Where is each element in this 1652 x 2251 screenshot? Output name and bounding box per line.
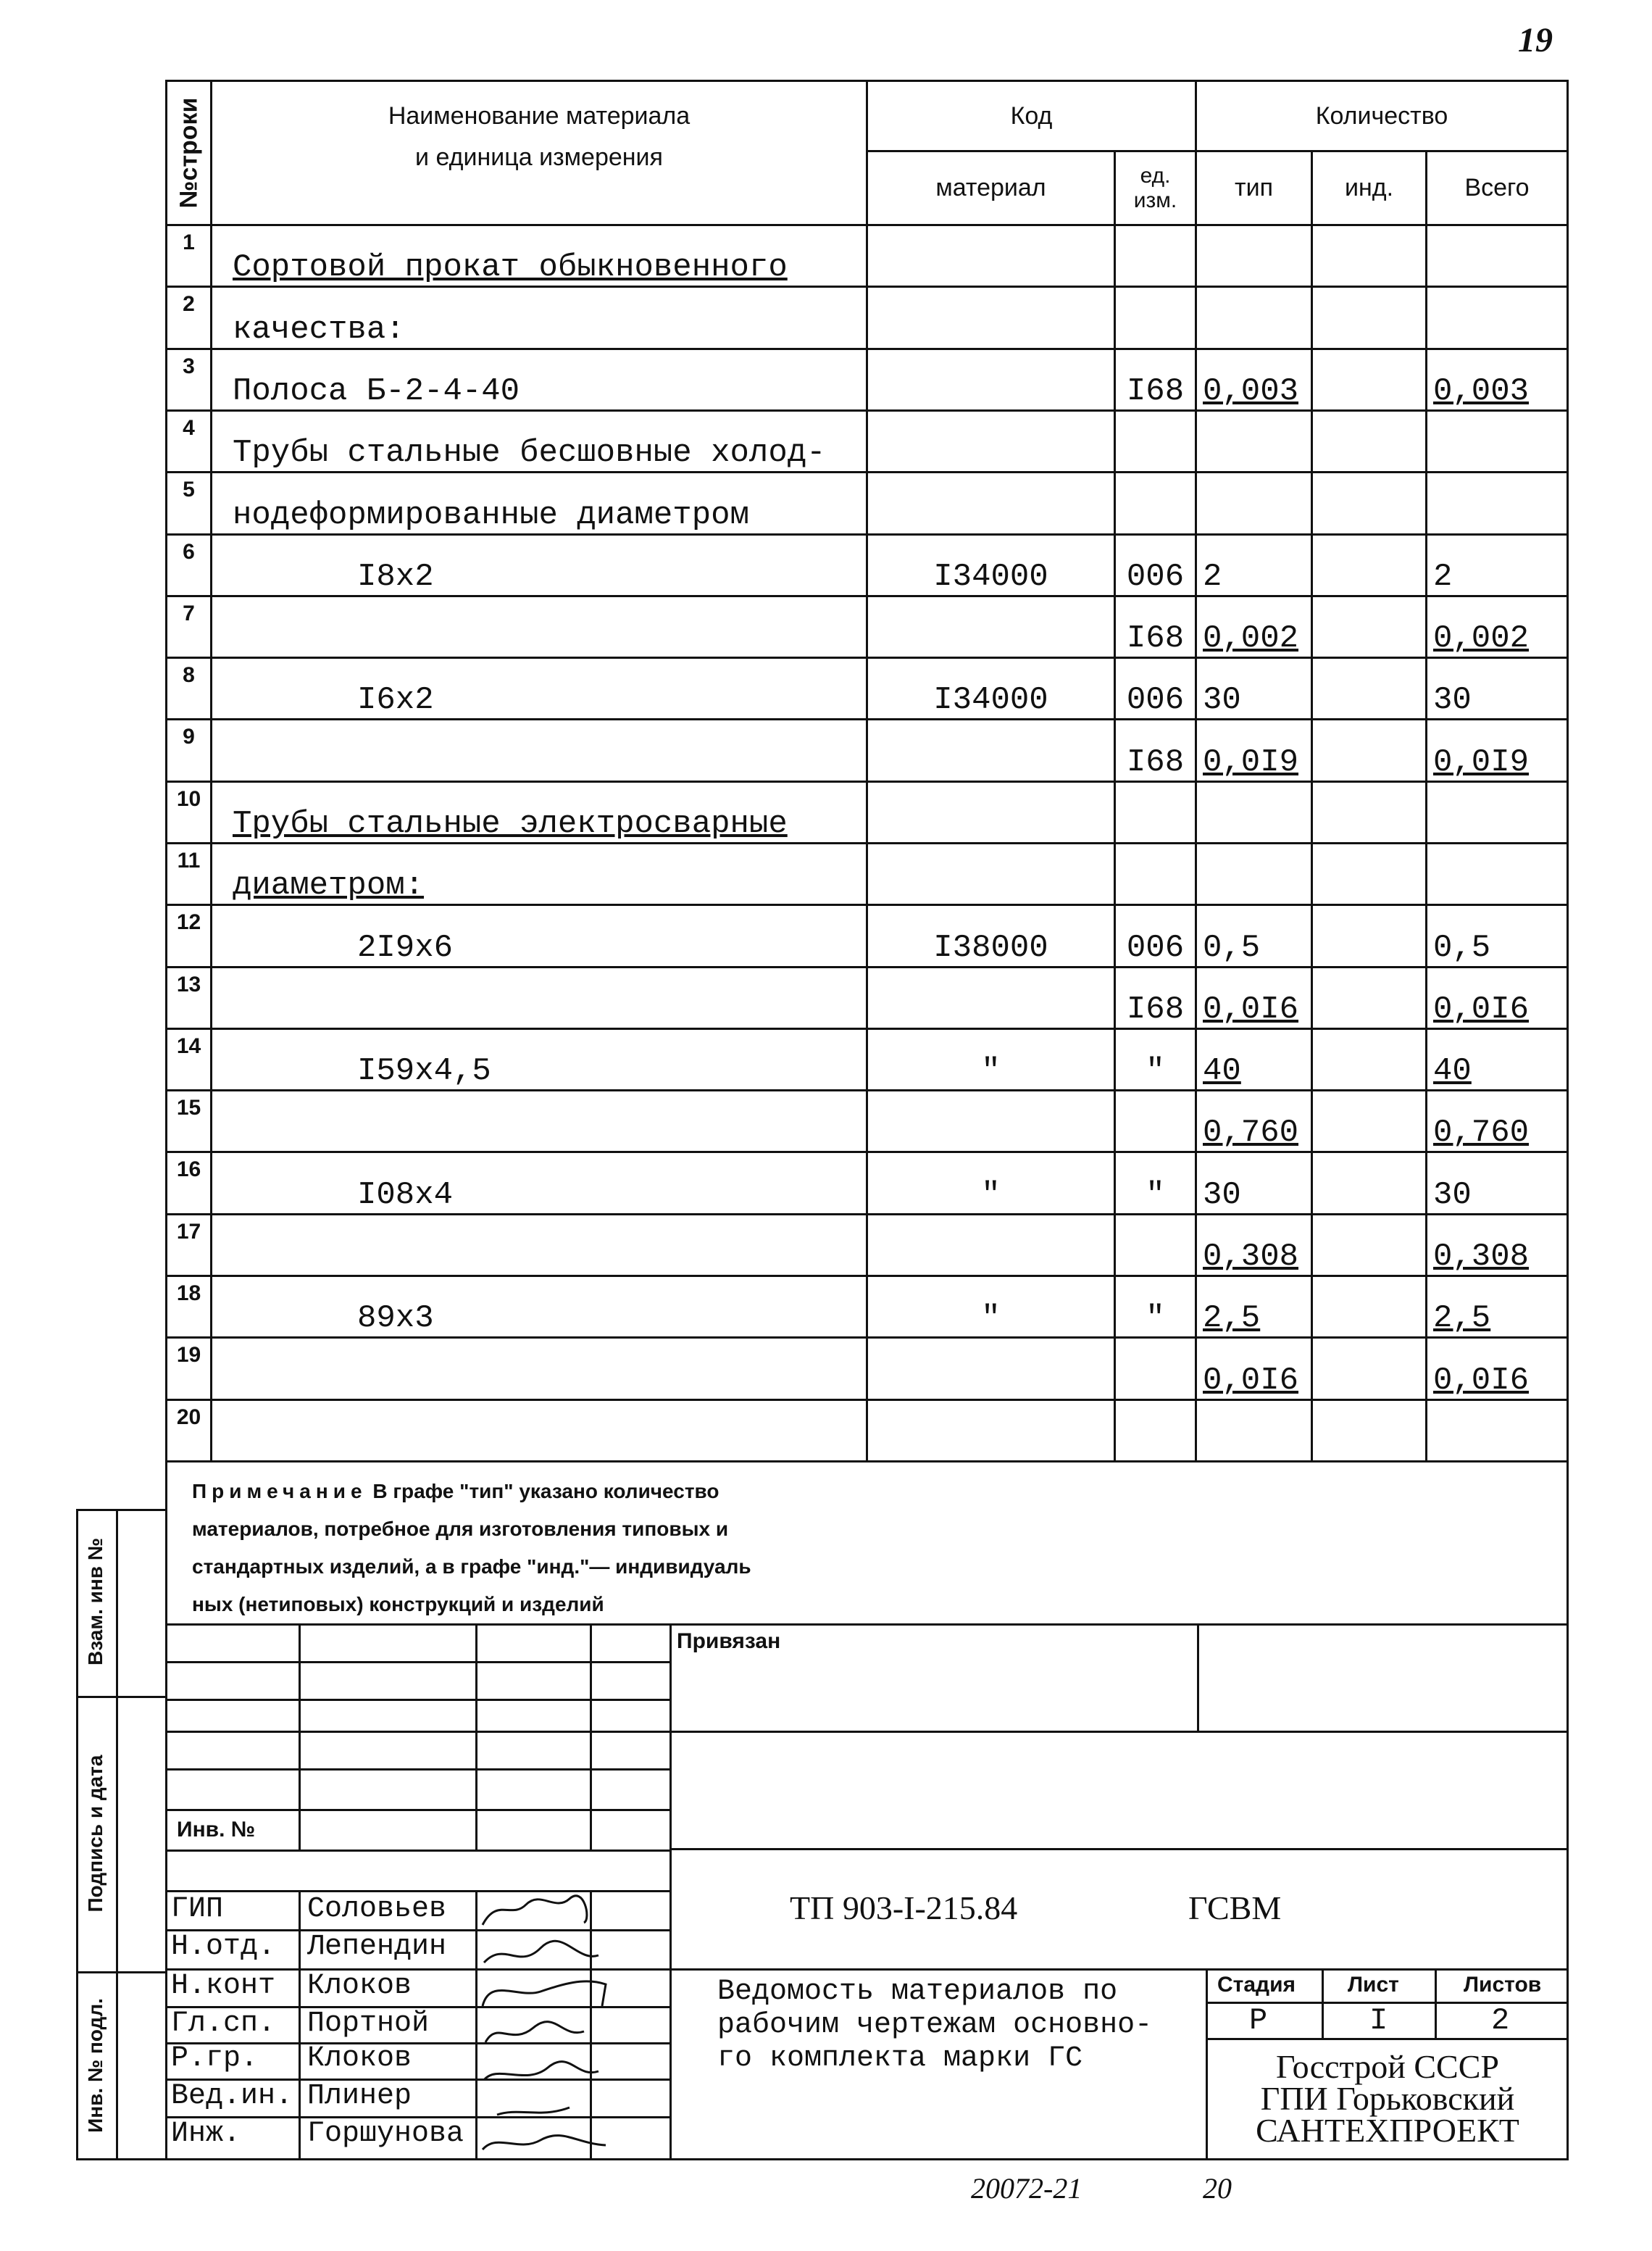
row-number: 1: [167, 225, 212, 287]
quantity-total: 0,002: [1427, 596, 1568, 657]
staff-role: Инж.: [171, 2118, 241, 2150]
table-row: [167, 658, 1568, 720]
staff-role: Н.конт: [171, 1970, 276, 2002]
row-number: 5: [167, 473, 212, 534]
quantity-ind: [1312, 349, 1427, 410]
staff-name: Лепендин: [307, 1931, 447, 1963]
quantity-total: [1427, 225, 1568, 287]
quantity-type: 0,0I6: [1196, 1338, 1312, 1399]
quantity-total: [1427, 1399, 1568, 1461]
sheets-value: 2: [1491, 2003, 1510, 2038]
quantity-ind: [1312, 720, 1427, 781]
material-code: [867, 1214, 1115, 1276]
table-row: [167, 1214, 1568, 1276]
material-name: [212, 1214, 867, 1276]
sheet-label: Лист: [1348, 1973, 1399, 1997]
unit-code: [1115, 1399, 1196, 1461]
material-code: ": [867, 1028, 1115, 1090]
quantity-type: 0,0I6: [1196, 967, 1312, 1028]
document-code: ТП 903-I-215.84: [790, 1889, 1018, 1926]
quantity-type: 0,0I9: [1196, 720, 1312, 781]
unit-code: [1115, 1338, 1196, 1399]
privyazan-label: Привязан: [677, 1629, 781, 1653]
ind-header: инд.: [1312, 151, 1427, 225]
row-number: 7: [167, 596, 212, 657]
row-number: 12: [167, 905, 212, 967]
row-number-header: №строки: [167, 81, 212, 225]
material-code: ": [867, 1152, 1115, 1214]
total-header: Всего: [1427, 151, 1568, 225]
row-number: 18: [167, 1276, 212, 1338]
quantity-type: [1196, 1399, 1312, 1461]
row-number: 19: [167, 1338, 212, 1399]
quantity-total: 0,003: [1427, 349, 1568, 410]
material-name: [212, 596, 867, 657]
material-code: ": [867, 1276, 1115, 1338]
quantity-ind: [1312, 905, 1427, 967]
material-name: [212, 1091, 867, 1152]
table-row: [167, 410, 1568, 472]
row-number: 13: [167, 967, 212, 1028]
quantity-total: 0,5: [1427, 905, 1568, 967]
quantity-total: 0,308: [1427, 1214, 1568, 1276]
inv-podl-label: Инв. № подл.: [84, 1998, 107, 2133]
quantity-header: Количество: [1196, 81, 1568, 151]
unit-code: ": [1115, 1152, 1196, 1214]
quantity-ind: [1312, 781, 1427, 843]
sheet-description: Ведомость материалов по рабочим чертежам основно- го комплекта марки ГС: [717, 1976, 1153, 2075]
unit-header: ед. изм.: [1115, 151, 1196, 225]
quantity-ind: [1312, 1214, 1427, 1276]
unit-code: [1115, 1091, 1196, 1152]
staff-name: Горшунова: [307, 2118, 464, 2150]
unit-code: [1115, 287, 1196, 349]
quantity-total: 0,760: [1427, 1091, 1568, 1152]
quantity-total: 30: [1427, 658, 1568, 720]
quantity-ind: [1312, 534, 1427, 596]
staff-role: Вед.ин.: [171, 2080, 293, 2113]
material-code: [867, 349, 1115, 410]
vzam-inv-label: Взам. инв №: [84, 1538, 107, 1665]
material-name: Трубы стальные электросварные: [212, 781, 867, 843]
row-number: 15: [167, 1091, 212, 1152]
quantity-ind: [1312, 410, 1427, 472]
quantity-ind: [1312, 225, 1427, 287]
row-number: 16: [167, 1152, 212, 1214]
row-number: 10: [167, 781, 212, 843]
row-number: 14: [167, 1028, 212, 1090]
unit-code: 006: [1115, 905, 1196, 967]
staff-name: Клоков: [307, 1970, 412, 2002]
row-number: 17: [167, 1214, 212, 1276]
table-row: [167, 1028, 1568, 1090]
table-row: [167, 843, 1568, 904]
material-name: Полоса Б-2-4-40: [212, 349, 867, 410]
archive-number: 20072-21: [971, 2172, 1082, 2205]
inv-no-label: Инв. №: [177, 1818, 256, 1842]
unit-code: ": [1115, 1028, 1196, 1090]
quantity-ind: [1312, 658, 1427, 720]
row-number: 9: [167, 720, 212, 781]
signature-date-label: Подпись и дата: [84, 1755, 107, 1913]
quantity-ind: [1312, 1091, 1427, 1152]
stage-value: Р: [1249, 2003, 1268, 2038]
quantity-total: 40: [1427, 1028, 1568, 1090]
quantity-ind: [1312, 596, 1427, 657]
materials-table: [165, 80, 1569, 1462]
quantity-ind: [1312, 1028, 1427, 1090]
quantity-type: 0,760: [1196, 1091, 1312, 1152]
quantity-ind: [1312, 843, 1427, 904]
table-row: [167, 1276, 1568, 1338]
quantity-total: [1427, 287, 1568, 349]
material-code: I34000: [867, 658, 1115, 720]
staff-name: Клоков: [307, 2042, 412, 2075]
material-name: [212, 720, 867, 781]
quantity-type: 40: [1196, 1028, 1312, 1090]
row-number: 6: [167, 534, 212, 596]
material-name: 89x3: [212, 1276, 867, 1338]
quantity-ind: [1312, 1152, 1427, 1214]
table-row: [167, 1338, 1568, 1399]
quantity-type: [1196, 410, 1312, 472]
quantity-type: 0,308: [1196, 1214, 1312, 1276]
quantity-type: [1196, 225, 1312, 287]
quantity-type: 0,5: [1196, 905, 1312, 967]
staff-role: Р.гр.: [171, 2042, 259, 2075]
unit-code: I68: [1115, 967, 1196, 1028]
quantity-type: [1196, 781, 1312, 843]
staff-name: Плинер: [307, 2080, 412, 2113]
row-number: 8: [167, 658, 212, 720]
name-header: Наименование материала и единица измерения: [212, 81, 867, 225]
material-name: I6x2: [212, 658, 867, 720]
quantity-total: 30: [1427, 1152, 1568, 1214]
quantity-ind: [1312, 967, 1427, 1028]
unit-code: [1115, 843, 1196, 904]
row-number: 3: [167, 349, 212, 410]
quantity-type: 30: [1196, 1152, 1312, 1214]
table-row: [167, 1091, 1568, 1152]
table-row: [167, 349, 1568, 410]
unit-code: I68: [1115, 596, 1196, 657]
table-row: [167, 1399, 1568, 1461]
staff-role: ГИП: [171, 1893, 224, 1926]
sheet-value: I: [1369, 2003, 1388, 2038]
quantity-total: 2,5: [1427, 1276, 1568, 1338]
unit-code: [1115, 1214, 1196, 1276]
staff-role: Гл.сп.: [171, 2007, 276, 2040]
unit-code: [1115, 410, 1196, 472]
quantity-total: 0,0I9: [1427, 720, 1568, 781]
row-number: 20: [167, 1399, 212, 1461]
material-code: [867, 225, 1115, 287]
footer-page: 20: [1203, 2172, 1232, 2205]
type-header: тип: [1196, 151, 1312, 225]
material-name: [212, 1399, 867, 1461]
document-mark: ГСВМ: [1188, 1889, 1282, 1926]
material-code: [867, 596, 1115, 657]
unit-code: 006: [1115, 658, 1196, 720]
row-number: 11: [167, 843, 212, 904]
quantity-total: 0,0I6: [1427, 967, 1568, 1028]
quantity-total: [1427, 843, 1568, 904]
material-name: [212, 967, 867, 1028]
row-number: 4: [167, 410, 212, 472]
quantity-total: 2: [1427, 534, 1568, 596]
material-name: нодеформированные диаметром: [212, 473, 867, 534]
material-code: [867, 1091, 1115, 1152]
table-row: [167, 534, 1568, 596]
material-name: Сортовой прокат обыкновенного: [212, 225, 867, 287]
material-name: 2I9x6: [212, 905, 867, 967]
material-name: [212, 1338, 867, 1399]
material-code: [867, 287, 1115, 349]
quantity-type: 30: [1196, 658, 1312, 720]
staff-name: Соловьев: [307, 1893, 447, 1926]
material-code: [867, 720, 1115, 781]
code-header: Код: [867, 81, 1196, 151]
quantity-type: 2,5: [1196, 1276, 1312, 1338]
page-number: 19: [1518, 21, 1553, 59]
quantity-ind: [1312, 1338, 1427, 1399]
quantity-type: [1196, 287, 1312, 349]
table-row: [167, 905, 1568, 967]
material-code: [867, 781, 1115, 843]
material-name: качества:: [212, 287, 867, 349]
material-name: диаметром:: [212, 843, 867, 904]
stage-label: Стадия: [1217, 1973, 1296, 1997]
material-name: Трубы стальные бесшовные холод-: [212, 410, 867, 472]
table-row: [167, 1152, 1568, 1214]
quantity-type: 0,003: [1196, 349, 1312, 410]
material-name: I08x4: [212, 1152, 867, 1214]
note: Примечание В графе "тип" указано количество материалов, потребное для изготовления типовых и стандартных изделий, а в графе "инд."— индивидуаль ных (нетиповых) конструкций и изделий: [192, 1480, 751, 1615]
row-number: 2: [167, 287, 212, 349]
signatures: [475, 1890, 613, 2158]
quantity-type: 0,002: [1196, 596, 1312, 657]
table-row: [167, 287, 1568, 349]
material-code: [867, 473, 1115, 534]
material-name: I59x4,5: [212, 1028, 867, 1090]
quantity-total: 0,0I6: [1427, 1338, 1568, 1399]
quantity-type: [1196, 843, 1312, 904]
material-header: материал: [867, 151, 1115, 225]
quantity-ind: [1312, 473, 1427, 534]
quantity-total: [1427, 473, 1568, 534]
material-code: [867, 1399, 1115, 1461]
sheets-label: Листов: [1464, 1973, 1542, 1997]
material-name: I8x2: [212, 534, 867, 596]
table-row: [167, 596, 1568, 657]
unit-code: I68: [1115, 349, 1196, 410]
unit-code: [1115, 781, 1196, 843]
material-code: [867, 410, 1115, 472]
material-code: I38000: [867, 905, 1115, 967]
staff-role: Н.отд.: [171, 1931, 276, 1963]
table-row: [167, 473, 1568, 534]
material-code: I34000: [867, 534, 1115, 596]
unit-code: [1115, 473, 1196, 534]
material-code: [867, 843, 1115, 904]
quantity-ind: [1312, 1399, 1427, 1461]
table-row: [167, 225, 1568, 287]
unit-code: [1115, 225, 1196, 287]
table-row: [167, 720, 1568, 781]
unit-code: I68: [1115, 720, 1196, 781]
quantity-type: 2: [1196, 534, 1312, 596]
table-row: [167, 781, 1568, 843]
material-code: [867, 967, 1115, 1028]
quantity-ind: [1312, 1276, 1427, 1338]
quantity-ind: [1312, 287, 1427, 349]
staff-name: Портной: [307, 2007, 430, 2040]
table-row: [167, 967, 1568, 1028]
quantity-total: [1427, 410, 1568, 472]
organization-stamp: Госстрой СССР ГПИ Горьковский САНТЕХПРОЕКТ: [1256, 2048, 1519, 2149]
quantity-type: [1196, 473, 1312, 534]
material-code: [867, 1338, 1115, 1399]
quantity-total: [1427, 781, 1568, 843]
unit-code: ": [1115, 1276, 1196, 1338]
unit-code: 006: [1115, 534, 1196, 596]
